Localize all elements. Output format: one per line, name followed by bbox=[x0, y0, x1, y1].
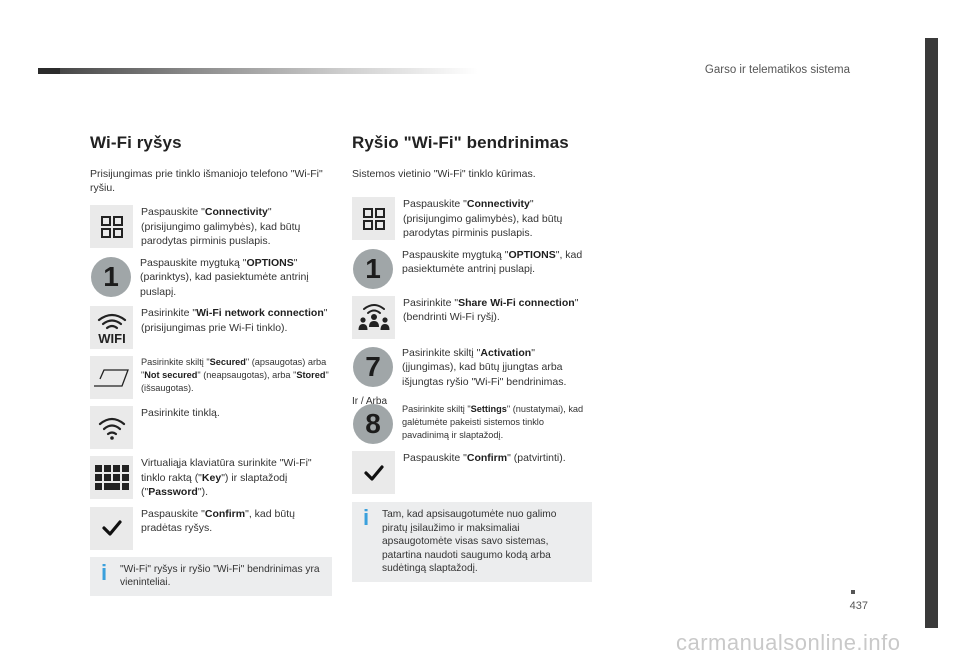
wifi-connection-section bbox=[90, 133, 332, 596]
step-options: 1 Paspauskite mygtuką "OPTIONS" (parinktys), kad pasiektumėte antrinį puslapį. bbox=[90, 256, 332, 300]
info-note: i Tam, kad apsisaugotumėte nuo galimo piratų įsilaužimo ir maksimaliai apsaugotomėte visas savo sistemas, patartina naudoti saugumo kodą arba sudėtingą slaptažodį. bbox=[352, 502, 592, 582]
step-number: 1 bbox=[91, 257, 131, 297]
page-number: 437 bbox=[849, 600, 868, 612]
svg-text:WIFI: WIFI bbox=[97, 330, 126, 345]
step-share-wifi: Pasirinkite "Share Wi-Fi connection" (bendrinti Wi-Fi ryšį). bbox=[352, 296, 592, 339]
or-label: Ir / Arba bbox=[352, 396, 388, 407]
info-note: i "Wi-Fi" ryšys ir ryšio "Wi-Fi" bendrinimas yra vieninteliai. bbox=[90, 557, 332, 596]
info-icon: i bbox=[100, 559, 108, 585]
keyboard-icon bbox=[90, 456, 133, 499]
wifi-sharing-section bbox=[352, 133, 592, 582]
grid-apps-icon bbox=[352, 197, 395, 240]
step-number: 7 bbox=[353, 347, 393, 387]
step-wifi-network: WIFI Pasirinkite "Wi-Fi network connection" (prisijungimas prie Wi-Fi tinklo). bbox=[90, 306, 332, 349]
step-connectivity: Paspauskite "Connectivity" (prisijungimo galimybės), kad būtų parodytas pirminis puslapis. bbox=[352, 197, 592, 241]
page-dot bbox=[851, 590, 855, 594]
step-confirm: Paspauskite "Confirm" (patvirtinti). bbox=[352, 451, 592, 494]
running-head: Garso ir telematikos sistema bbox=[704, 64, 850, 76]
step-connectivity: Paspauskite "Connectivity" (prisijungimo galimybės), kad būtų parodytas pirminis puslapis. bbox=[90, 205, 332, 249]
section-intro: Prisijungimas prie tinklo išmaniojo telefono "Wi-Fi" ryšiu. bbox=[90, 168, 323, 194]
watermark: carmanualsonline.info bbox=[676, 630, 901, 655]
side-tab bbox=[925, 38, 938, 628]
wifi-signal-icon bbox=[90, 406, 133, 449]
step-number: 1 bbox=[353, 249, 393, 289]
tab-shape-icon bbox=[90, 356, 133, 399]
step-number: 8 bbox=[353, 404, 393, 444]
step-options: 1 Paspauskite mygtuką "OPTIONS", kad pasiektumėte antrinį puslapį. bbox=[352, 248, 592, 289]
people-wifi-icon bbox=[352, 296, 395, 339]
step-select-network: Pasirinkite tinklą. bbox=[90, 406, 332, 449]
header-rule bbox=[38, 68, 478, 74]
header-rule-marker bbox=[38, 68, 60, 74]
checkmark-icon bbox=[352, 451, 395, 494]
step-confirm: Paspauskite "Confirm", kad būtų pradėtas ryšys. bbox=[90, 507, 332, 550]
section-title: Ryšio "Wi-Fi" bendrinimas bbox=[352, 133, 569, 152]
step-activation: 7 Pasirinkite skiltį "Activation" (įjungimas), kad būtų įjungtas arba išjungtas ryšio "Wi-Fi" bendrinimas. bbox=[352, 346, 592, 390]
checkmark-icon bbox=[90, 507, 133, 550]
step-settings: 8 Pasirinkite skiltį "Settings" (nustatymai), kad galėtumėte pakeisti sistemos tinklo pavadinimą ir slaptažodį. bbox=[352, 403, 592, 444]
wifi-icon bbox=[90, 306, 133, 349]
step-keyboard: Virtualiąja klaviatūra surinkite "Wi-Fi" tinklo raktą ("Key") ir slaptažodį ("Password"). bbox=[90, 456, 332, 500]
section-intro: Sistemos vietinio "Wi-Fi" tinklo kūrimas. bbox=[352, 168, 536, 180]
section-title: Wi-Fi ryšys bbox=[90, 133, 182, 152]
step-security-tab: Pasirinkite skiltį "Secured" (apsaugotas) arba "Not secured" (neapsaugotas), arba "Stored" (išsaugotas). bbox=[90, 356, 332, 399]
grid-apps-icon bbox=[90, 205, 133, 248]
info-icon: i bbox=[362, 505, 370, 530]
